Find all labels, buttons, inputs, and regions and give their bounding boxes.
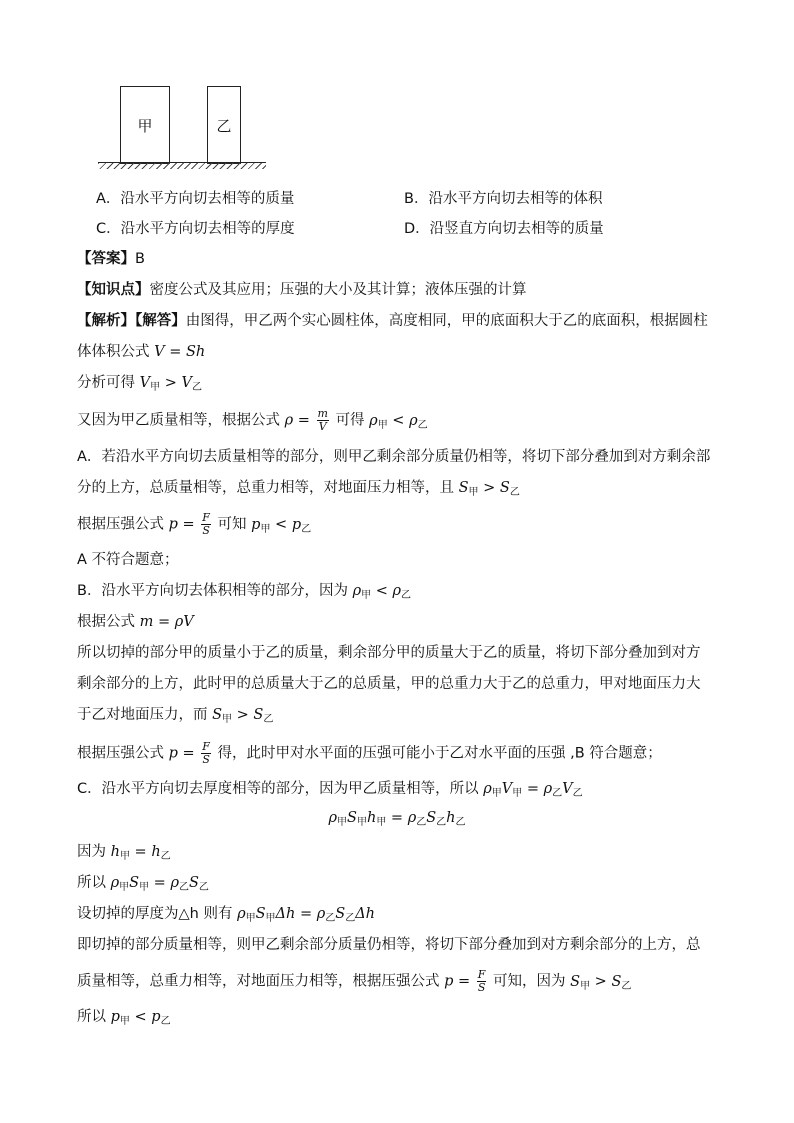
knowledge-line: 【知识点】密度公式及其应用；压强的大小及其计算；液体压强的计算 <box>77 282 527 298</box>
b-line-2: 根据公式 m = ρV <box>77 614 194 630</box>
b-line-5: 于乙对地面压力，而 $S_甲 > S_乙$ <box>77 707 274 725</box>
c-line-5: 设切掉的厚度为△h 则有 $\rho_甲S_甲\Delta h = \rho_乙S_乙\Delta h$ <box>77 906 375 924</box>
option-d: D．沿竖直方向切去相等的质量 <box>404 221 604 237</box>
option-c: C．沿水平方向切去相等的厚度 <box>96 221 295 237</box>
a-line-1: A．若沿水平方向切去质量相等的部分，则甲乙剩余部分质量仍相等，将切下部分叠加到对方剩余部 <box>77 449 711 465</box>
b-line-4: 剩余部分的上方，此时甲的总质量大于乙的总质量，甲的总重力大于乙的总重力，甲对地面压力大 <box>77 676 701 692</box>
analysis-line-4: 又因为甲乙质量相等，根据公式 ρ = $\frac{m}{V}$ 可得 $\rho_甲 < \rho_乙$ <box>77 407 428 433</box>
block-yi: 乙 <box>207 86 241 164</box>
ground-hatch <box>98 163 266 169</box>
c-line-8: 所以 $p_甲 < p_乙$ <box>77 1009 171 1027</box>
answer-line: 【答案】B <box>77 251 145 267</box>
c-line-2-centered-formula: $\rho_甲S_甲h_甲 = \rho_乙S_乙h_乙$ <box>328 810 466 828</box>
block-jia: 甲 <box>120 86 170 164</box>
c-line-4: 所以 $\rho_甲S_甲 = \rho_乙S_乙$ <box>77 875 209 893</box>
a-line-2: 分的上方，总质量相等，总重力相等，对地面压力相等，且 $S_甲 > S_乙$ <box>77 480 520 498</box>
analysis-line-1: 【解析】【解答】由图得，甲乙两个实心圆柱体，高度相同，甲的底面积大于乙的底面积，根据圆柱 <box>77 313 708 329</box>
option-a: A．沿水平方向切去相等的质量 <box>96 191 295 207</box>
b-line-1: B．沿水平方向切去体积相等的部分，因为 $\rho_甲 < \rho_乙$ <box>77 583 411 601</box>
analysis-line-2: 体体积公式 V = Sh <box>77 344 206 360</box>
c-line-3: 因为 $h_甲 = h_乙$ <box>77 844 171 862</box>
c-line-1: C．沿水平方向切去厚度相等的部分，因为甲乙质量相等，所以 $\rho_甲V_甲 = \rho_乙V_乙$ <box>77 781 583 799</box>
a-line-3: 根据压强公式 p = $\frac{F}{S}$ 可知 $p_甲 < p_乙$ <box>77 511 312 537</box>
c-line-7: 质量相等，总重力相等，对地面压力相等，根据压强公式 p = $\frac{F}{S}$ 可知，因为 $S_甲 > S_乙$ <box>77 968 632 994</box>
b-line-3: 所以切掉的部分甲的质量小于乙的质量，剩余部分甲的质量大于乙的质量，将切下部分叠加到对方 <box>77 645 701 661</box>
c-line-6: 即切掉的部分质量相等，则甲乙剩余部分质量仍相等，将切下部分叠加到对方剩余部分的上方，总 <box>77 937 701 953</box>
option-b: B．沿水平方向切去相等的体积 <box>404 191 603 207</box>
a-line-4: A 不符合题意； <box>77 552 179 568</box>
figure-diagram <box>98 84 268 170</box>
analysis-line-3: 分析可得 $V_甲 > V_乙$ <box>77 375 202 393</box>
b-line-6: 根据压强公式 p = $\frac{F}{S}$ 得，此时甲对水平面的压强可能小于乙对水平面的压强 ,B 符合题意； <box>77 740 662 766</box>
